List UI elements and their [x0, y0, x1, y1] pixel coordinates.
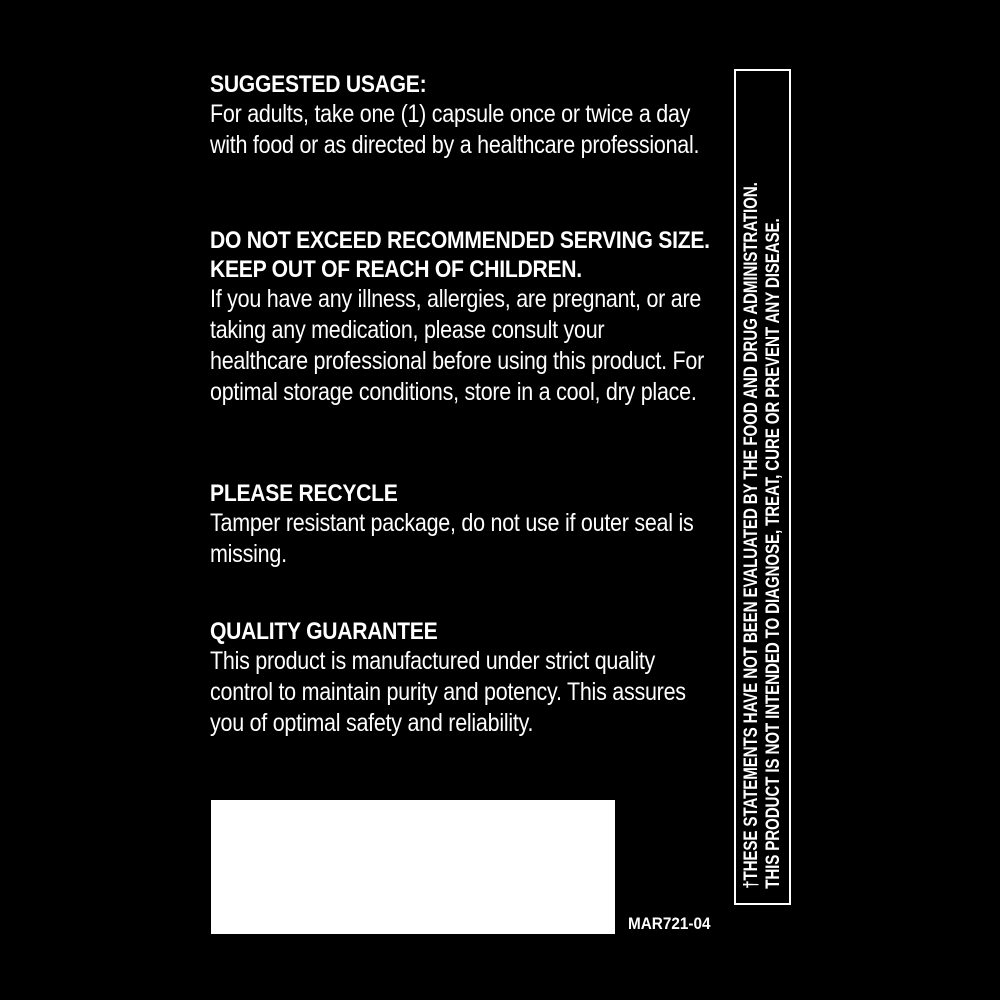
- lot-code: MAR721-04: [628, 914, 711, 933]
- quality-heading: QUALITY GUARANTEE: [210, 618, 438, 645]
- recycle-section: [210, 479, 710, 570]
- warning-text: If you have any illness, allergies, are pregnant, or are taking any medication, please consult your healthcare professional before using this product. For optimal storage conditions, store in a cool, dry place.: [210, 285, 705, 406]
- fda-disclaimer-box: [734, 69, 791, 905]
- fda-disclaimer-line-1: †THESE STATEMENTS HAVE NOT BEEN EVALUATED BY THE FOOD AND DRUG ADMINISTRATION.: [740, 182, 762, 889]
- suggested-usage-heading: SUGGESTED USAGE:: [210, 71, 427, 98]
- barcode-area: [211, 800, 615, 934]
- recycle-heading: PLEASE RECYCLE: [210, 480, 398, 507]
- serving-size-warning-heading: DO NOT EXCEED RECOMMENDED SERVING SIZE.: [210, 227, 710, 254]
- fda-disclaimer-line-2: THIS PRODUCT IS NOT INTENDED TO DIAGNOSE, TREAT, CURE OR PREVENT ANY DISEASE.: [762, 218, 784, 889]
- quality-text: This product is manufactured under strict quality control to maintain purity and potency. This assures you of optimal safety and reliability.: [210, 647, 686, 737]
- quality-section: [210, 617, 710, 739]
- children-warning-heading: KEEP OUT OF REACH OF CHILDREN.: [210, 256, 582, 283]
- recycle-text: Tamper resistant package, do not use if outer seal is missing.: [210, 509, 694, 568]
- warning-section: [210, 226, 710, 408]
- suggested-usage-text: For adults, take one (1) capsule once or twice a day with food or as directed by a healthcare professional.: [210, 100, 700, 159]
- fda-disclaimer-text: [741, 82, 785, 892]
- suggested-usage-section: [210, 70, 710, 161]
